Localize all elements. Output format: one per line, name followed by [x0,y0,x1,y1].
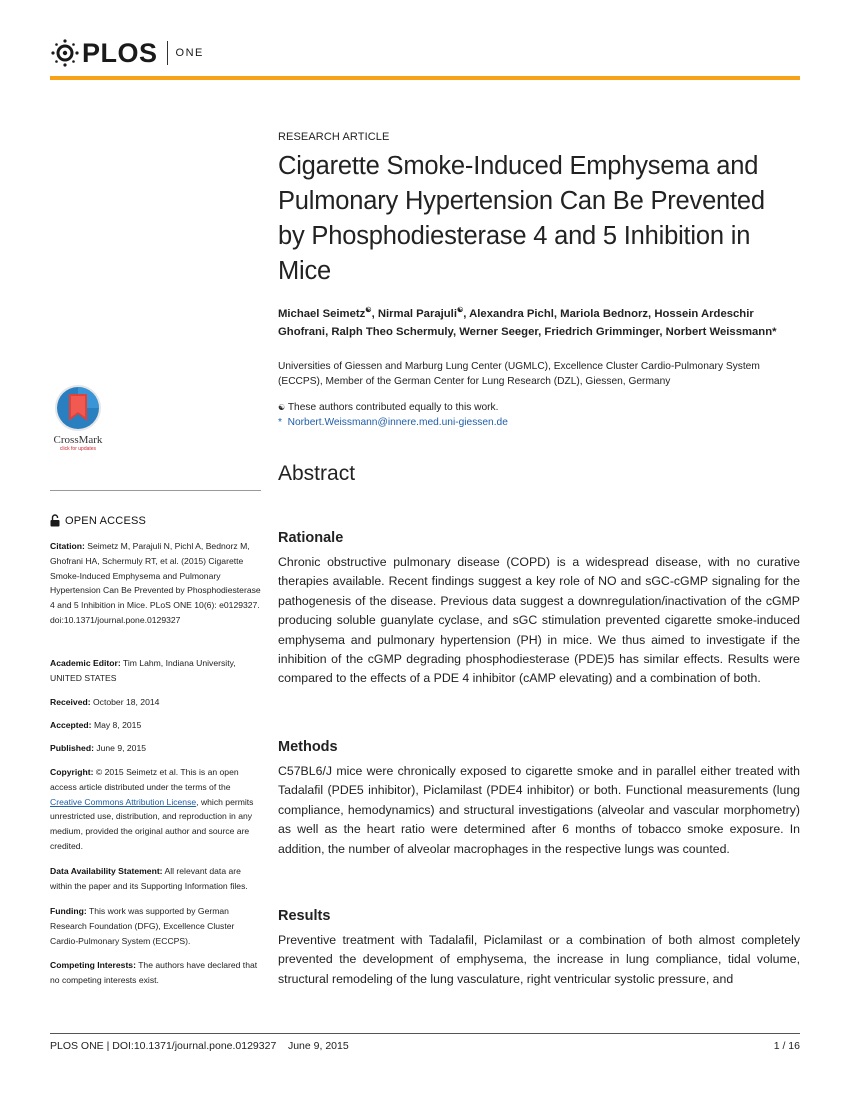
copyright-text-post: , which permits unrestricted use, distribution, and reproduction in any medium, provided the original author and source are credited. [50,796,254,851]
accepted-block [50,718,262,733]
section-heading-results: Results [278,908,331,924]
published-label: Published: [50,743,94,753]
section-heading-rationale: Rationale [278,530,344,546]
competing-interests-block [50,958,262,988]
competing-interests-label: Competing Interests: [50,960,136,970]
author-name[interactable]: Friedrich Grimminger [544,325,660,338]
data-availability-label: Data Availability Statement: [50,866,163,876]
author-list: Michael Seimetz☯, Nirmal Parajuli☯, Alexandra Pichl, Mariola Bednorz, Hossein Ardeschir Ghofrani, Ralph Theo Schermuly, Werner Seeger, Friedrich Grimminger, Norbert Weissmann* [278,307,777,338]
affiliation: Universities of Giessen and Marburg Lung Center (UGMLC), Excellence Cluster Cardio-Pulmonary System (ECCPS), Member of the German Center for Lung Research (DZL), Giessen, Germany [278,361,760,387]
crossmark-label: CrossMark [53,434,103,446]
academic-editor-block [50,656,262,686]
funding-block [50,904,262,948]
author-name[interactable]: Norbert Weissmann [665,325,773,338]
funding-text: This work was supported by German Research Foundation (DFG), Excellence Cluster Cardio-Pulmonary System (ECCPS). [50,906,235,946]
funding-label: Funding: [50,906,87,916]
crossmark-icon [53,383,103,433]
email-link[interactable]: Norbert.Weissmann@innere.med.uni-giessen.de [287,417,508,428]
section-text-results: Preventive treatment with Tadalafil, Piclamilast or a combination of both almost completely prevented the development of emphysema, the increase in lung compliance, tidal volume, structural remodeling of the lung vasculature, right ventricular systolic pressure, and [278,933,800,986]
equal-contribution-note: ☯ These authors contributed equally to this work. [278,402,499,413]
equal-contribution-text: These authors contributed equally to this work. [287,402,499,413]
author-name[interactable]: Mariola Bednorz [560,307,649,320]
citation-block [50,539,262,628]
page-number: 1 / 16 [773,1040,800,1052]
author-name[interactable]: Ralph Theo Schermuly [331,325,453,338]
author-name[interactable]: Hossein Ardeschir Ghofrani [278,307,754,338]
copyright-label: Copyright: [50,767,94,777]
received-date: October 18, 2014 [93,697,160,707]
data-availability-block [50,864,262,894]
copyright-block [50,765,262,854]
editor-label: Academic Editor: [50,658,121,668]
plos-logo-icon [50,38,80,68]
citation-label: Citation: [50,541,85,551]
section-text-methods: C57BL6/J mice were chronically exposed to cigarette smoke and in parallel either treated with Tadalafil (PDE5 inhibitor), Piclamilast (PDE4 inhibitor) or both. Functional measurements (lung compliance, hemodynamics) and structural investigations (alveolar and vascular morphometry) as well as the heart ratio were determined after 6 months of tobacco smoke exposure. In addition, the number of alveolar macrophages in the respective lungs was counted. [278,764,800,856]
open-lock-icon [50,514,60,527]
data-availability-text: All relevant data are within the paper and its Supporting Information files. [50,866,248,891]
logo-plos-text: PLOS [82,37,158,68]
competing-interests-text: The authors have declared that no competing interests exist. [50,960,258,985]
sidebar-divider [50,490,261,491]
section-heading-methods: Methods [278,739,338,755]
author-name[interactable]: Michael Seimetz [278,307,366,320]
footer-rule [50,1033,800,1034]
author-name[interactable]: Alexandra Pichl [469,307,554,320]
author-name[interactable]: Werner Seeger [459,325,539,338]
header-accent-rule [50,76,800,80]
citation-text: Seimetz M, Parajuli N, Pichl A, Bednorz M, Ghofrani HA, Schermuly RT, et al. (2015) Cigarette Smoke-Induced Emphysema and Pulmonary Hypertension Can Be Prevented by Phosphodiesterase 4 and 5 Inhibition in Mice. PLoS ONE 10(6): e0129327. doi:10.1371/journal.pone.0129327 [50,541,261,625]
accepted-label: Accepted: [50,720,92,730]
corresponding-marker: * [772,325,777,338]
logo-one-text: ONE [175,47,204,59]
license-link[interactable]: Creative Commons Attribution License [50,796,197,807]
open-access-badge [50,514,146,527]
editor-text: Tim Lahm, Indiana University, UNITED STATES [50,658,236,683]
received-block [50,695,262,710]
footer-date: June 9, 2015 [287,1040,349,1052]
logo-divider [167,41,168,65]
article-title: Cigarette Smoke-Induced Emphysema and Pulmonary Hypertension Can Be Prevented by Phosphodiesterase 4 and 5 Inhibition in Mice [278,152,765,285]
copyright-text: © 2015 Seimetz et al. This is an open access article distributed under the terms of the [50,767,239,792]
footer-citation [50,1040,349,1052]
published-block [50,741,262,756]
corresponding-email: * Norbert.Weissmann@innere.med.uni-giessen.de [278,417,508,428]
accepted-date: May 8, 2015 [93,720,142,730]
section-text-rationale: Chronic obstructive pulmonary disease (COPD) is a widespread disease, with no curative therapies available. Recent findings suggest a key role of NO and sGC-cGMP signaling for the pathogenesis of the disease. Previous data suggest a downregulation/inactivation of the cGMP producing soluble guanylate cyclase, and sGC stimulation prevented cigarette smoke-induced emphysema and pulmonary hypertension (PH) in mice. We thus aimed to investigate if the inhibition of the cGMP degrading phosphodiesterase (PDE)5 has similar effects. Results were compared to the effects of a PDE 4 inhibitor (cAMP elevating) and a combination of both. [278,555,800,686]
crossmark-badge[interactable] [50,383,106,453]
journal-logo[interactable] [50,37,204,69]
author-name[interactable]: Nirmal Parajuli [377,307,457,320]
footer-doi: PLOS ONE | DOI:10.1371/journal.pone.0129327 [50,1040,277,1052]
article-type-label: RESEARCH ARTICLE [278,131,390,143]
crossmark-sublabel: click for updates [59,446,97,452]
abstract-heading: Abstract [278,462,356,485]
open-access-label: OPEN ACCESS [65,514,147,527]
received-label: Received: [50,697,91,707]
published-date: June 9, 2015 [96,743,147,753]
